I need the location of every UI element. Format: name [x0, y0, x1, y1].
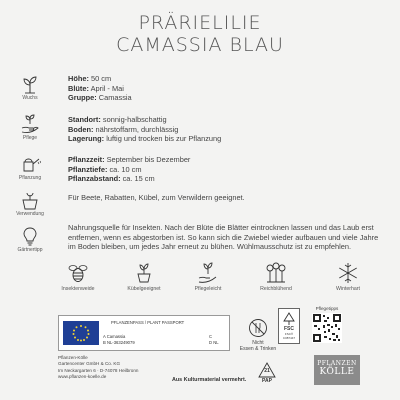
easy-care-icon — [197, 262, 219, 284]
flowers-icon — [264, 262, 288, 284]
eu-flag-icon — [63, 321, 99, 345]
not-edible-label: Nicht Essen & Trinken — [239, 340, 277, 352]
qr-code-icon[interactable] — [312, 313, 342, 343]
info-line: Standort: sonnig-halbschattig — [68, 115, 167, 124]
recycle-badge — [252, 362, 282, 384]
section-label-verwendung: Verwendung — [16, 211, 44, 217]
brand-logo: PFLANZEN KÖLLE — [314, 355, 360, 385]
feature-winterhart: Winterhart — [326, 262, 370, 292]
passport-b: B NL-363249079 — [103, 340, 135, 345]
section-label-gaertnertipp: Gärtnertipp — [17, 247, 43, 253]
propagation-note: Aus Kulturmaterial vermehrt. — [172, 377, 247, 383]
feature-insektenweide: Insektenweide — [56, 262, 100, 292]
section-gaertnertipp — [6, 222, 390, 262]
info-line: Pflanztiefe: ca. 10 cm — [68, 164, 142, 174]
recycle-number: 21 — [264, 368, 270, 374]
lightbulb-icon — [22, 226, 38, 246]
info-line: Pflanzzeit: September bis Dezember — [68, 155, 191, 164]
info-line: Höhe: 50 cm — [68, 74, 112, 83]
tip-text: Nahrungsquelle für Insekten. Nach der Blüte die Blätter eintrocknen lassen und das Laub erst entfernen, wenn es abgestorben ist. So kann sich die Zwiebel wieder aufbauen und viele Jahre im Boden bleiben, um jedes Jahr erneut zu blühen. Wühlmausschutz ist zu empfehlen. — [68, 223, 379, 251]
section-label-pflanzung: Pflanzung — [18, 175, 42, 181]
bee-icon — [67, 262, 89, 284]
growth-icon — [21, 74, 39, 94]
pot-icon — [133, 262, 155, 284]
plant-passport — [58, 315, 230, 351]
feature-reichbluehend: Reichblühend — [254, 262, 298, 292]
info-line: Blüte: April - Mai — [68, 83, 124, 93]
feature-kuebelgeeignet: Kübelgeeignet — [122, 262, 166, 292]
company-address: Pflanzen-Kölle Gartencenter GmbH & Co. KG Im Neckargarten 6 · D-74078 Heilbronn www.pflanzen-koelle.de — [58, 355, 139, 380]
info-line: Gruppe: Camassia — [68, 93, 132, 102]
passport-title: PFLANZENPASS / PLANT PASSPORT — [111, 320, 185, 325]
passport-c: C — [209, 334, 213, 339]
hand-plant-icon — [20, 114, 40, 134]
section-label-wuchs: Wuchs — [22, 95, 38, 101]
passport-a: A Camassia — [103, 334, 126, 339]
feature-icon-row — [56, 262, 382, 308]
feature-pflegeleicht: Pflegeleicht — [186, 262, 230, 292]
not-edible-icon — [248, 318, 268, 338]
passport-d: D NL — [209, 340, 219, 345]
info-line: Lagerung: luftig und trocken bis zur Pflanzung — [68, 134, 222, 143]
section-pflege — [6, 112, 390, 148]
section-wuchs — [6, 72, 390, 108]
fsc-code: FSC® C087447 — [282, 332, 296, 340]
fsc-text: FSC — [284, 326, 294, 332]
fsc-tree-icon — [282, 312, 296, 326]
snowflake-icon — [337, 262, 359, 284]
info-line: Pflanzabstand: ca. 15 cm — [68, 174, 155, 183]
section-label-pflege: Pflege — [22, 135, 38, 141]
product-subtitle: CAMASSIA BLAU — [116, 34, 284, 56]
recycle-material: PAP — [262, 378, 272, 384]
info-line: Boden: nährstoffarm, durchlässig — [68, 124, 179, 134]
section-pflanzung — [6, 152, 390, 188]
product-title: PRÄRIELILIE — [138, 12, 262, 34]
usage-text: Für Beete, Rabatten, Kübel, zum Verwildern geeignet. — [68, 193, 245, 202]
watering-can-icon — [19, 154, 41, 174]
usage-box-icon — [20, 192, 40, 210]
pflegetipps-label: Pflegetipps — [315, 306, 339, 311]
section-verwendung — [6, 190, 390, 220]
fsc-label — [278, 308, 300, 344]
